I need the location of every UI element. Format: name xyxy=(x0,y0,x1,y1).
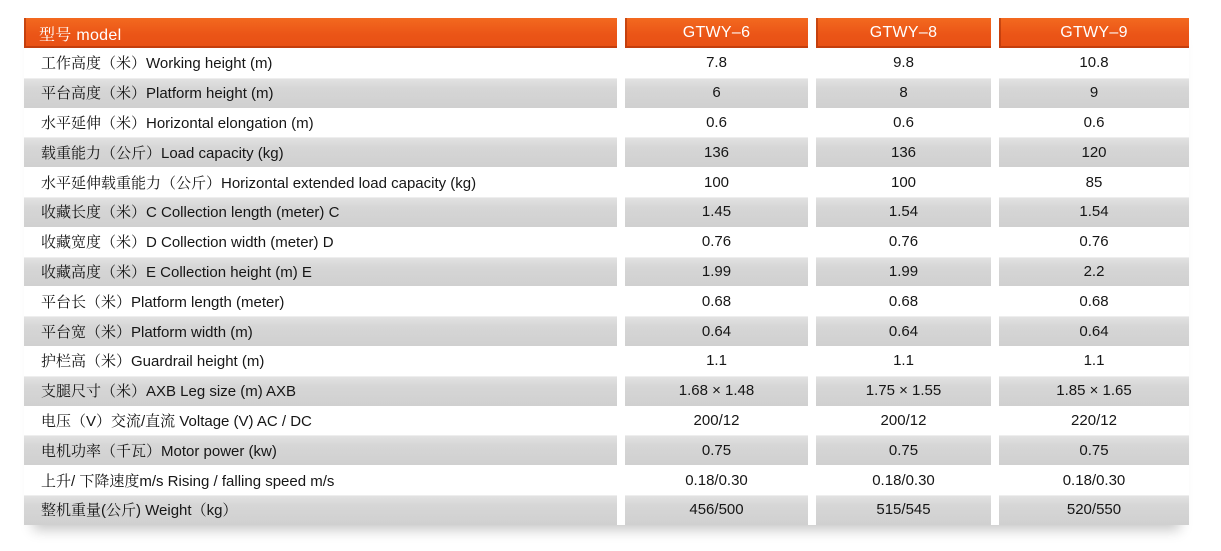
value-cell: 1.68 × 1.48 xyxy=(625,376,808,406)
value-cell: 0.18/0.30 xyxy=(1062,471,1126,489)
spec-row xyxy=(24,495,1189,525)
spec-row xyxy=(24,48,1189,78)
value-cell: 136 xyxy=(625,137,808,167)
value-cell: 0.76 xyxy=(888,233,919,251)
value-cell: 120 xyxy=(999,137,1189,167)
row-label: 支腿尺寸（米）AXB Leg size (m) AXB xyxy=(24,376,617,406)
spec-row xyxy=(24,257,1189,287)
value-cell: 1.1 xyxy=(706,352,727,370)
table-body xyxy=(24,48,1189,525)
row-label: 收藏宽度（米）D Collection width (meter) D xyxy=(41,234,334,252)
value-cell: 10.8 xyxy=(1079,54,1109,72)
value-cell: 2.2 xyxy=(999,257,1189,287)
spec-table xyxy=(24,18,1189,525)
value-cell: 1.54 xyxy=(816,197,991,227)
value-cell: 0.6 xyxy=(893,113,914,131)
header-col-gtwy-8: GTWY–8 xyxy=(816,18,991,48)
value-cell: 0.6 xyxy=(706,113,727,131)
row-label: 上升/ 下降速度m/s Rising / falling speed m/s xyxy=(41,472,335,490)
value-cell: 100 xyxy=(890,173,917,191)
spec-row xyxy=(24,376,1189,406)
row-label: 载重能力（公斤）Load capacity (kg) xyxy=(24,137,617,167)
spec-row xyxy=(24,78,1189,108)
value-cell: 9.8 xyxy=(893,54,914,72)
value-cell: 136 xyxy=(816,137,991,167)
value-cell: 0.75 xyxy=(816,435,991,465)
value-cell: 0.64 xyxy=(816,316,991,346)
spec-row xyxy=(24,197,1189,227)
spec-row xyxy=(24,137,1189,167)
value-cell: 0.64 xyxy=(999,316,1189,346)
value-cell: 7.8 xyxy=(706,54,727,72)
spec-row xyxy=(24,435,1189,465)
row-label: 平台宽（米）Platform width (m) xyxy=(24,316,617,346)
value-cell: 1.75 × 1.55 xyxy=(816,376,991,406)
spec-row xyxy=(24,346,1189,376)
spec-row xyxy=(24,286,1189,316)
spec-row xyxy=(24,167,1189,197)
spec-row xyxy=(24,316,1189,346)
value-cell: 0.75 xyxy=(999,435,1189,465)
row-label: 电机功率（千瓦）Motor power (kw) xyxy=(24,435,617,465)
value-cell: 0.76 xyxy=(1079,233,1109,251)
spec-row xyxy=(24,406,1189,436)
value-cell: 6 xyxy=(625,78,808,108)
header-model-label: 型号 model xyxy=(24,18,617,48)
value-cell: 0.64 xyxy=(625,316,808,346)
value-cell: 200/12 xyxy=(693,411,740,429)
row-label: 平台高度（米）Platform height (m) xyxy=(24,78,617,108)
row-label: 收藏长度（米）C Collection length (meter) C xyxy=(24,197,617,227)
row-label: 整机重量(公斤) Weight（kg） xyxy=(24,495,617,525)
value-cell: 0.68 xyxy=(701,292,732,310)
value-cell: 220/12 xyxy=(1071,411,1117,429)
value-cell: 456/500 xyxy=(625,495,808,525)
value-cell: 1.1 xyxy=(893,352,914,370)
value-cell: 100 xyxy=(703,173,730,191)
row-label: 平台长（米）Platform length (meter) xyxy=(41,293,285,311)
row-label: 水平延伸载重能力（公斤）Horizontal extended load capacity (kg) xyxy=(41,174,477,192)
row-label: 电压（V）交流/直流 Voltage (V) AC / DC xyxy=(41,412,312,430)
value-cell: 1.99 xyxy=(625,257,808,287)
value-cell: 8 xyxy=(816,78,991,108)
row-label: 收藏高度（米）E Collection height (m) E xyxy=(24,257,617,287)
value-cell: 0.18/0.30 xyxy=(872,471,935,489)
header-col-gtwy-9: GTWY–9 xyxy=(999,18,1189,48)
row-label: 工作高度（米）Working height (m) xyxy=(41,55,273,73)
value-cell: 1.54 xyxy=(999,197,1189,227)
spec-row xyxy=(24,465,1189,495)
value-cell: 515/545 xyxy=(816,495,991,525)
value-cell: 1.45 xyxy=(625,197,808,227)
row-label: 护栏高（米）Guardrail height (m) xyxy=(41,353,265,371)
value-cell: 0.68 xyxy=(888,292,919,310)
value-cell: 1.1 xyxy=(1083,352,1105,370)
value-cell: 1.85 × 1.65 xyxy=(999,376,1189,406)
value-cell: 9 xyxy=(999,78,1189,108)
value-cell: 0.76 xyxy=(701,233,732,251)
value-cell: 0.6 xyxy=(1083,113,1105,131)
value-cell: 200/12 xyxy=(880,411,927,429)
spec-row xyxy=(24,108,1189,138)
row-label: 水平延伸（米）Horizontal elongation (m) xyxy=(41,114,314,132)
table-header-row xyxy=(24,18,1189,48)
value-cell: 0.68 xyxy=(1079,292,1109,310)
value-cell: 1.99 xyxy=(816,257,991,287)
spec-row xyxy=(24,227,1189,257)
value-cell: 0.18/0.30 xyxy=(685,471,748,489)
header-col-gtwy-6: GTWY–6 xyxy=(625,18,808,48)
value-cell: 0.75 xyxy=(625,435,808,465)
value-cell: 520/550 xyxy=(999,495,1189,525)
value-cell: 85 xyxy=(1085,173,1103,191)
